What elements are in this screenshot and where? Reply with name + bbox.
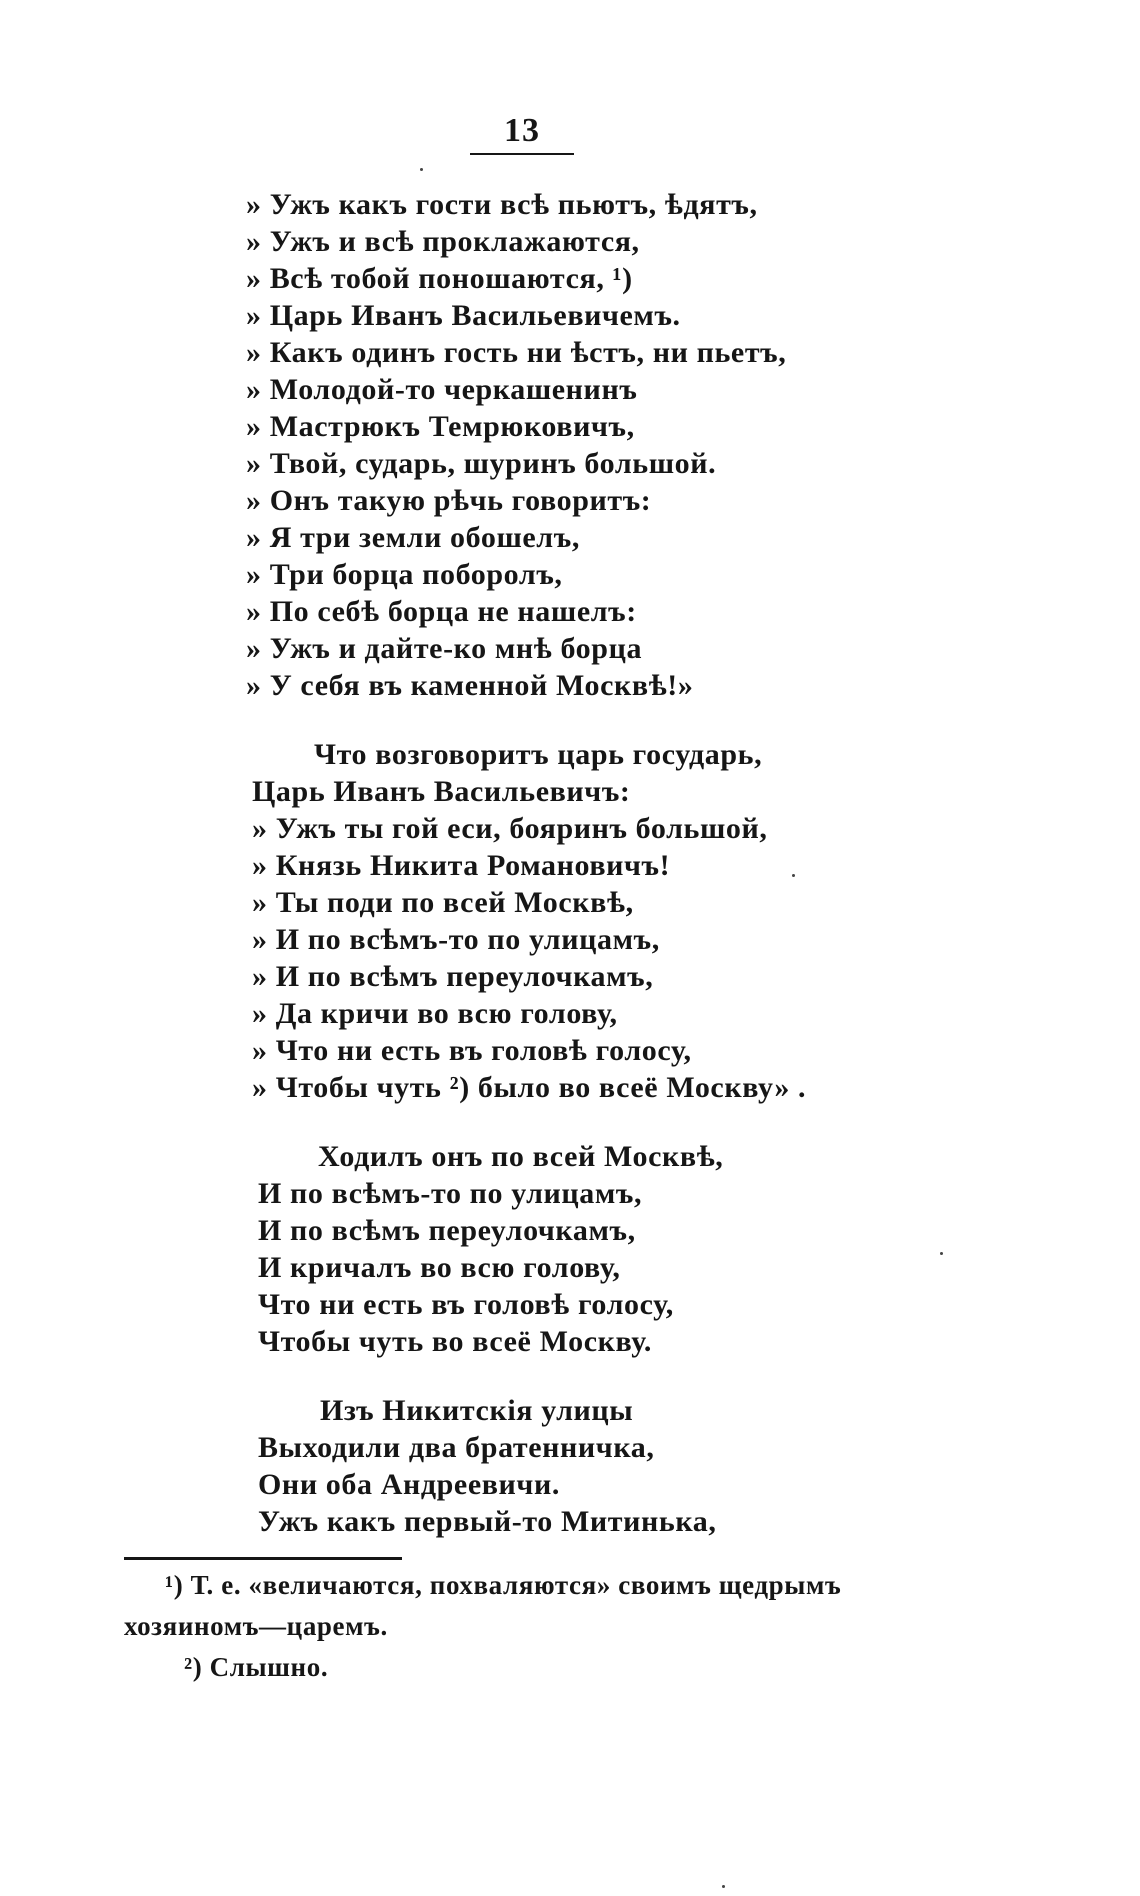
verse-line: » Твой, сударь, шуринъ большой. [246,447,717,480]
verse-line: » И по всѣмъ-то по улицамъ, [252,923,660,956]
footnote-1-text: Т. е. «величаются, похваляются» своимъ щедрымъ [190,1570,842,1600]
page-number: 13 [504,112,540,149]
scan-speck [722,1885,725,1888]
verse-line: » Ужъ какъ гости всѣ пьютъ, ѣдятъ, [246,188,758,221]
verse-line: Царь Иванъ Васильевичъ: [252,775,631,808]
footnote-1-line-1 [165,1572,841,1599]
footnote-1-line-2: хозяиномъ—царемъ. [124,1611,388,1641]
verse-line: И по всѣмъ переулочкамъ, [258,1214,636,1247]
verse-line: Ходилъ онъ по всей Москвѣ, [318,1140,724,1173]
verse-line: » У себя въ каменной Москвѣ!» [246,669,694,702]
verse-line: » Ты поди по всей Москвѣ, [252,886,634,919]
verse-line: » Всѣ тобой поношаются, ¹) [246,262,633,295]
verse-line: » Царь Иванъ Васильевичемъ. [246,299,681,332]
verse-line: Чтобы чуть во всеё Москву. [258,1325,652,1358]
verse-line: Они оба Андреевичи. [258,1468,560,1501]
verse-line: Изъ Никитскія улицы [320,1394,634,1427]
verse-line: » Какъ одинъ гость ни ѣстъ, ни пьетъ, [246,336,787,369]
verse-line: » Три борца поборолъ, [246,558,563,591]
verse-line: Ужъ какъ первый-то Митинька, [258,1505,717,1538]
verse-line: » Я три земли обошелъ, [246,521,580,554]
verse-line: » Что ни есть въ головѣ голосу, [252,1034,692,1067]
footnote-2: ²) Слышно. [184,1652,329,1682]
verse-line: И по всѣмъ-то по улицамъ, [258,1177,643,1210]
verse-line: » Ужъ и всѣ проклажаются, [246,225,640,258]
verse-line: Что возговоритъ царь государь, [314,738,763,771]
page-number-rule [470,153,574,155]
verse-line: И кричалъ во всю голову, [258,1251,621,1284]
scan-speck [420,168,423,171]
verse-line: Что ни есть въ головѣ голосу, [258,1288,674,1321]
verse-line: » Чтобы чуть ²) было во всеё Москву» . [252,1071,807,1104]
verse-line: Выходили два братенничка, [258,1431,655,1464]
footnote-divider [124,1557,402,1560]
scan-speck [940,1252,943,1255]
verse-line: » Ужъ ты гой еси, бояринъ большой, [252,812,768,845]
verse-line: » Онъ такую рѣчь говоритъ: [246,484,652,517]
verse-line: » Да кричи во всю голову, [252,997,618,1030]
verse-line: » Мастрюкъ Темрюковичъ, [246,410,635,443]
footnote-1-marker: ¹) [165,1570,184,1600]
verse-line: » Ужъ и дайте-ко мнѣ борца [246,632,643,665]
scan-speck [792,874,795,877]
verse-line: » Князь Никита Романовичъ! [252,849,671,882]
verse-line: » И по всѣмъ переулочкамъ, [252,960,654,993]
verse-line: » По себѣ борца не нашелъ: [246,595,637,628]
verse-line: » Молодой-то черкашенинъ [246,373,638,406]
